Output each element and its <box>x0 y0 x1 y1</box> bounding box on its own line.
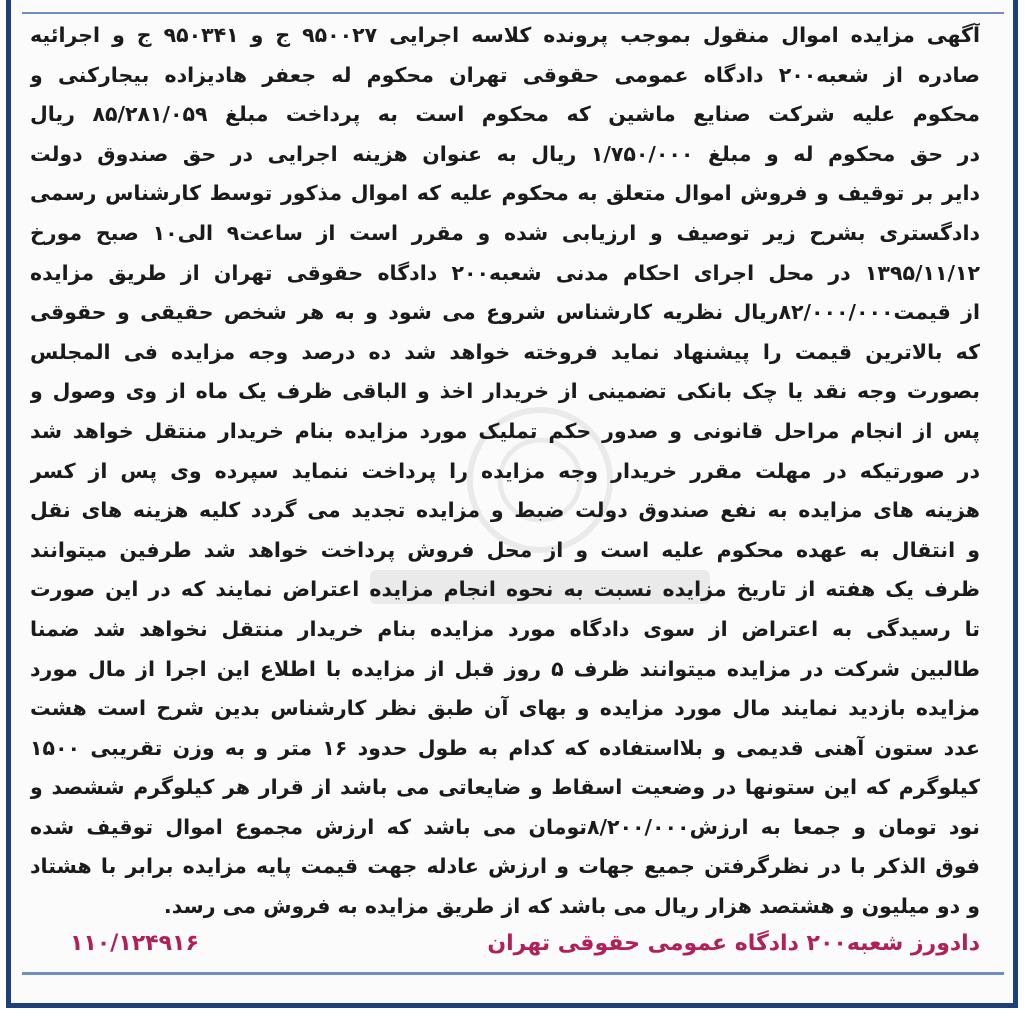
notice-line: محکوم علیه شرکت صنایع ماشین که محکوم است به پرداخت مبلغ ۸۵/۲۸۱/۰۵۹ ریال <box>30 102 980 127</box>
notice-line: ۱۳۹۵/۱۱/۱۲ در محل اجرای احکام مدنی شعبه۲۰۰ دادگاه حقوقی تهران از طریق مزایده <box>30 260 980 285</box>
notice-line: طالبین شرکت در مزایده میتوانند ظرف ۵ روز قبل از مزایده با اطلاع این اجرا از مال مورد <box>30 656 980 681</box>
notice-line: در صورتیکه در مهلت مقرر خریدار وجه مزایده را پرداخت ننماید سپرده وی پس از کسر <box>30 458 980 483</box>
notice-footer <box>30 925 980 965</box>
notice-line: تا رسیدگی به اعتراض از سوی دادگاه مورد مزایده بنام خریدار منتقل نخواهد شد ضمنا <box>30 616 980 641</box>
notice-line: دادگستری بشرح زیر توصیف و ارزیابی شده و مقرر است از ساعت۹ الی۱۰ صبح مورخ <box>30 220 980 245</box>
notice-line: عدد ستون آهنی قدیمی و بلااستفاده که کدام به طول حدود ۱۶ متر و به وزن تقریبی ۱۵۰۰ <box>30 735 980 760</box>
top-divider <box>22 12 1004 14</box>
notice-line: بصورت وجه نقد یا چک بانکی تضمینی از خریدار اخذ و الباقی ظرف یک ماه از وی وصول و <box>30 379 980 404</box>
notice-line: و دو میلیون و هشتصد هزار ریال می باشد که از طریق مزایده به فروش می رسد. <box>163 894 980 919</box>
notice-line: دایر بر توقیف و فروش اموال متعلق به محکوم علیه که اموال مذکور توسط کارشناس رسمی <box>30 181 980 206</box>
bottom-divider <box>22 972 1004 975</box>
notice-line: از قیمت۸۲/۰۰۰/۰۰۰ریال نظریه کارشناس شروع می شود و به هر شخص حقیقی و حقوقی <box>30 300 980 325</box>
notice-code: ۱۱۰/۱۲۴۹۱۶ <box>70 931 199 956</box>
notice-line: و انتقال به عهده محکوم علیه است و از محل فروش پرداخت خواهد شد طرفین میتوانند <box>30 537 980 562</box>
signature-line: دادورز شعبه۲۰۰ دادگاه عمومی حقوقی تهران <box>487 931 980 956</box>
notice-line: هزینه های مزایده به نفع صندوق دولت ضبط و مزایده تجدید می گردد کلیه هزینه های نقل <box>30 498 980 523</box>
notice-line: آگهی مزایده اموال منقول بموجب پرونده کلاسه اجرایی ۹۵۰۰۲۷ ج و ۹۵۰۳۴۱ ج و اجرائیه <box>30 23 980 47</box>
notice-line: مزایده بازدید نمایند مال مورد مزایده و بهای آن طبق نظر کارشناس بدین شرح است هشت <box>30 696 980 721</box>
notice-body <box>30 16 980 927</box>
notice-line: که بالاترین قیمت را پیشنهاد نماید فروخته خواهد شد ده درصد وجه مزایده فی المجلس <box>30 339 980 364</box>
notice-line: ظرف یک هفته از تاریخ مزایده نسبت به نحوه انجام مزایده اعتراض نمایند که در این صورت <box>30 577 980 602</box>
notice-line: پس از انجام مراحل قانونی و صدور حکم تملیک مورد مزایده بنام خریدار منتقل خواهد شد <box>30 418 980 443</box>
notice-line: در حق محکوم له و مبلغ ۱/۷۵۰/۰۰۰ ریال به عنوان هزینه اجرایی در حق صندوق دولت <box>30 141 980 166</box>
notice-line: نود تومان و جمعا به ارزش۸/۲۰۰/۰۰۰تومان می باشد که ارزش مجموع اموال توقیف شده <box>30 814 980 839</box>
notice-line: فوق الذکر با در نظرگرفتن جمیع جهات و ارزش عادله جهت قیمت پایه مزایده برابر با هشتاد <box>30 854 980 879</box>
notice-line: کیلوگرم که این ستونها در وضعیت اسقاط و ضایعاتی می باشد از قرار هر کیلوگرم ششصد و <box>30 775 980 800</box>
notice-line: صادره از شعبه۲۰۰ دادگاه عمومی حقوقی تهران محکوم له جعفر هادیزاده بیجارکنی و <box>30 62 980 87</box>
